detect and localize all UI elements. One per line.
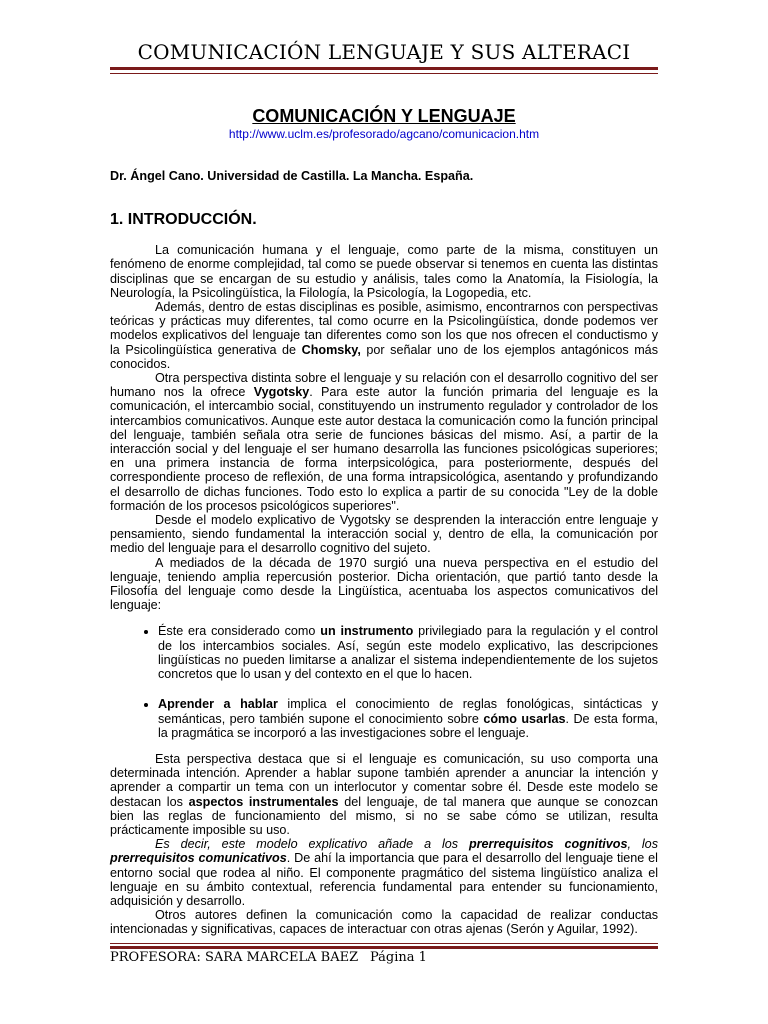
- paragraph-1: La comunicación humana y el lenguaje, como parte de la misma, constituyen un fenómeno de enorme complejidad, tal como se puede observar si tenemos en cuenta las distintas disciplinas que se encargan de su estudio y análisis, tales como la Anatomía, la Fisiología, la Neurología, la Psicolingüística, la Filología, la Psicología, la Logopedia, etc.: [110, 243, 658, 300]
- source-link[interactable]: http://www.uclm.es/profesorado/agcano/comunicacion.htm: [228, 127, 540, 141]
- paragraph-8: Otros autores definen la comunicación como la capacidad de realizar conductas intencionadas y significativas, capaces de interactuar con otras ajenas (Serón y Aguilar, 1992).: [110, 908, 658, 937]
- paragraph-4: Desde el modelo explicativo de Vygotsky se desprenden la interacción entre lenguaje y pensamiento, siendo fundamental la interacción social y, dentro de ella, la comunicación por medio del lenguaje para el desarrollo cognitivo del sujeto.: [110, 513, 658, 556]
- page-body: [110, 100, 658, 937]
- list-item: • Éste era considerado como un instrumento privilegiado para la regulación y el control de los intercambios sociales. Así, según este modelo explicativo, las descripciones lingüísticas no pueden limitarse a analizar el sistema independientemente de los sujetos concretos que lo usan y del contexto en el que lo hacen.: [158, 624, 658, 681]
- paragraph-7: Es decir, este modelo explicativo añade a los prerrequisitos cognitivos, los prerrequisitos comunicativos. De ahí la importancia que para el desarrollo del lenguaje tiene el entorno social que rodea al niño. El componente pragmático del sistema lingüístico analiza el lenguaje en su ámbito contextual, referencia fundamental para entender su funcionamiento, adquisición y desarrollo.: [110, 837, 658, 908]
- header-rule-thick: [110, 67, 658, 70]
- author-line: Dr. Ángel Cano. Universidad de Castilla. La Mancha. España.: [110, 169, 474, 183]
- paragraph-6: Esta perspectiva destaca que si el lenguaje es comunicación, su uso comporta una determinada intención. Aprender a hablar supone también aprender a anunciar la intención y aprender a compartir un tema con un interlocutor y comentar sobre él. Desde este modelo se destacan los aspectos instrumentales del lenguaje, de tal manera que aunque se conozcan bien las reglas de funcionamiento del mismo, si no se sabe cómo se utilizan, resulta prácticamente imposible su uso.: [110, 751, 658, 837]
- document-title: COMUNICACIÓN Y LENGUAJE: [252, 106, 516, 126]
- paragraph-3: Otra perspectiva distinta sobre el lenguaje y su relación con el desarrollo cognitivo del ser humano nos la ofrece Vygotsky. Para este autor la función primaria del lenguaje es la comunicación, el intercambio social, constituyendo un instrumento regulador y controlador de los intercambios comunicativos. Aunque este autor destaca la comunicación como la función principal del lenguaje, también señala otra serie de funciones básicas del mismo. Así, a partir de la interacción social y del lenguaje el ser humano desarrolla las funciones psicológicas superiores; en una primera instancia de forma interpsicológica, para posteriormente, después del correspondiente proceso de reflexión, de una forma intrapsicológica, asentando y profundizando el desarrollo de dichas funciones. Todo esto lo explica a partir de su conocida "Ley de la doble formación de los procesos psicológicos superiores".: [110, 371, 658, 513]
- section-heading: 1. INTRODUCCIÓN.: [110, 211, 257, 229]
- paragraph-5: A mediados de la década de 1970 surgió una nueva perspectiva en el estudio del lenguaje, teniendo amplia repercusión posterior. Dicha orientación, que partió tanto desde la Filosofía del lenguaje como desde la Lingüística, acentuaba los aspectos comunicativos del lenguaje:: [110, 555, 658, 613]
- footer-rule-thick: [110, 946, 658, 949]
- page-footer: [110, 950, 427, 965]
- paragraph-2: Además, dentro de estas disciplinas es posible, asimismo, encontrarnos con perspectivas teóricas y prácticas muy diferentes, tal como ocurre en la Psicolingüística, donde podemos ver modelos explicativos del lenguaje tan diferentes como son los que nos ofrecen el conductismo y la Psicolingüística generativa de Chomsky, por señalar uno de los ejemplos antagónicos más conocidos.: [110, 300, 658, 371]
- list-item: • Aprender a hablar implica el conocimiento de reglas fonológicas, sintácticas y semánticas, pero también supone el conocimiento sobre cómo usarlas. De esta forma, la pragmática se incorporó a las investigaciones sobre el lenguaje.: [158, 697, 658, 740]
- bullet-list: [110, 624, 658, 739]
- footer-author: PROFESORA: SARA MARCELA BAEZ: [110, 950, 359, 965]
- header-rule-thin: [110, 73, 658, 74]
- running-header: COMUNICACIÓN LENGUAJE Y SUS ALTERACI: [137, 40, 631, 64]
- footer-rule-thin: [110, 943, 658, 944]
- page-number: Página 1: [370, 950, 427, 965]
